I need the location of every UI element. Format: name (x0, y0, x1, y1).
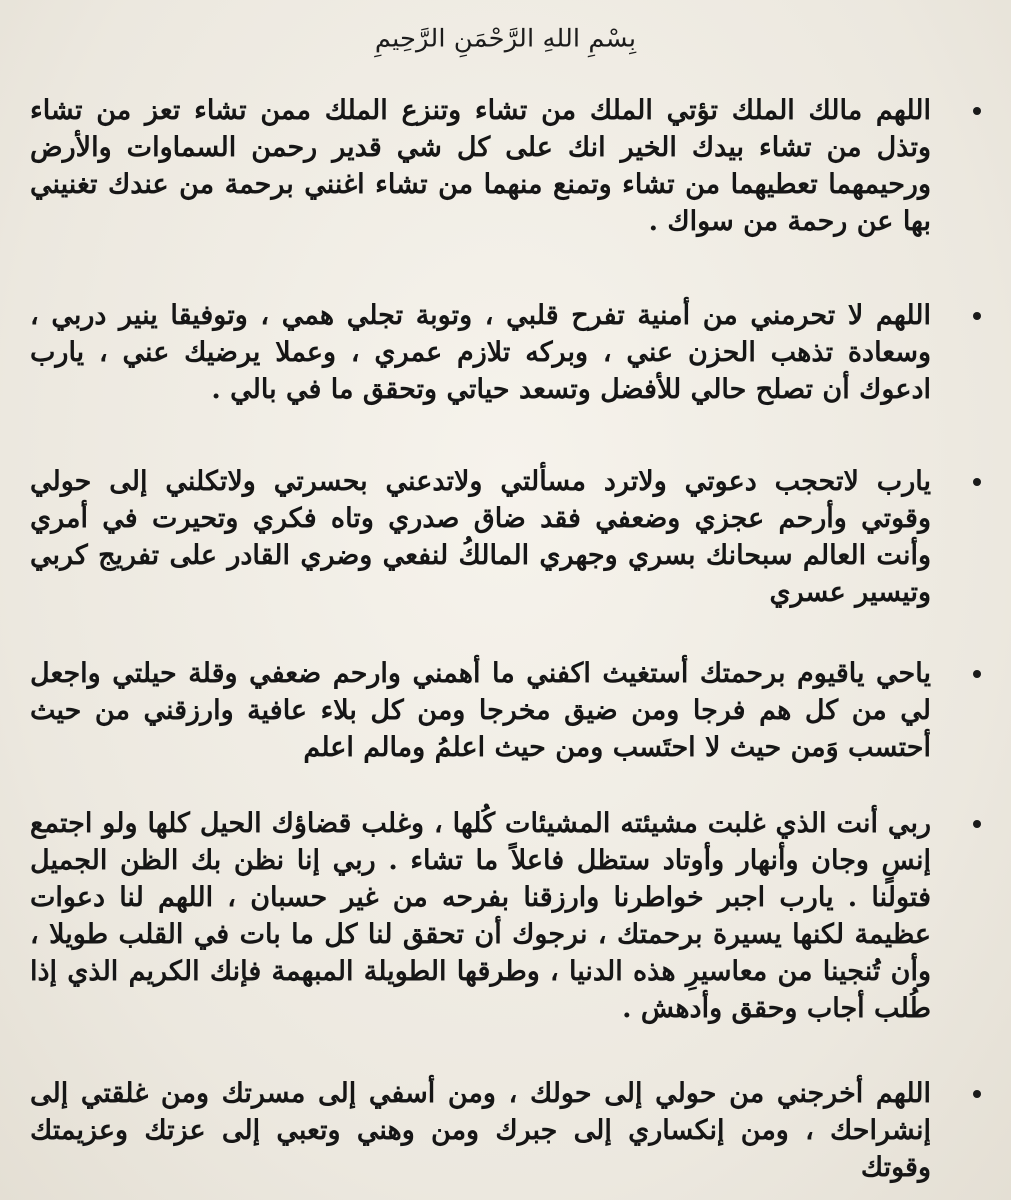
dua-item-3 (30, 463, 991, 611)
bullet-icon (973, 670, 981, 678)
dua-item-4 (30, 655, 991, 766)
bullet-icon (973, 820, 981, 828)
dua-item-2 (30, 297, 991, 408)
dua-text: اللهم مالك الملك تؤتي الملك من تشاء وتنزع الملك ممن تشاء تعز من تشاء وتذل من تشاء بيدك الخير انك على كل شي قدير رحمن السماوات والأرض ورحيمهما تعطيهما من تشاء وتمنع منهما من تشاء اغنني برحمة من عندك تغنيني بها عن رحمة من سواك . (30, 95, 931, 237)
dua-item-5 (30, 805, 991, 1027)
dua-item-6 (30, 1075, 991, 1186)
basmala-header (0, 8, 1011, 70)
basmala-calligraphy: بِسْمِ اللهِ الرَّحْمَنِ الرَّحِيمِ (374, 24, 637, 54)
bullet-icon (973, 1090, 981, 1098)
dua-text: اللهم أخرجني من حولي إلى حولك ، ومن أسفي إلى مسرتك ومن غلقتي إلى إنشراحك ، ومن إنكساري إلى جبرك ومن وهني وتعبي إلى عزتك وعزيمتك وقوتك (30, 1078, 931, 1183)
dua-text: ياحي ياقيوم برحمتك أستغيث اكفني ما أهمني وارحم ضعفي وقلة حيلتي واجعل لي من كل هم فرجا ومن ضيق مخرجا ومن كل بلاء عافية وارزقني من حيث أحتسب وَمن حيث لا احتَسب ومن حيث اعلمُ ومالم اعلم (30, 658, 931, 763)
bullet-icon (973, 478, 981, 486)
dua-text: ربي أنت الذي غلبت مشيئته المشيئات كُلها ، وغلب قضاؤك الحيل كلها ولو اجتمع إنسٍ وجان وأنهار وأوتاد ستظل فاعلاً ما تشاء . ربي إنا نظن بك الظن الجميل فتولنا . يارب اجبر خواطرنا وارزقنا بفرحه من غير حسبان ، اللهم لنا دعوات عظيمة لكنها يسيرة برحمتك ، نرجوك أن تحقق لنا كل ما بات في القلب طويلا ، وأن تُنجينا من معاسيرِ هذه الدنيا ، وطرقها الطويلة المبهمة فإنك الكريم الذي إذا طُلب أجاب وحقق وأدهش . (30, 808, 931, 1024)
bullet-icon (973, 107, 981, 115)
dua-text: اللهم لا تحرمني من أمنية تفرح قلبي ، وتوبة تجلي همي ، وتوفيقا ينير دربي ، وسعادة تذهب الحزن عني ، وبركه تلازم عمري ، وعملا يرضيك عني ، يارب ادعوك أن تصلح حالي للأفضل وتسعد حياتي وتحقق ما في بالي . (30, 300, 931, 405)
dua-item-1 (30, 92, 991, 240)
bullet-icon (973, 312, 981, 320)
dua-text: يارب لاتحجب دعوتي ولاترد مسألتي ولاتدعني بحسرتي ولاتكلني إلى حولي وقوتي وأرحم عجزي وضعفي فقد ضاق صدري وتاه فكري وتحيرت في أمري وأنت العالم سبحانك بسري وجهري المالكُ لنفعي وضري القادر على تفريج كربي وتيسير عسري (30, 466, 931, 608)
